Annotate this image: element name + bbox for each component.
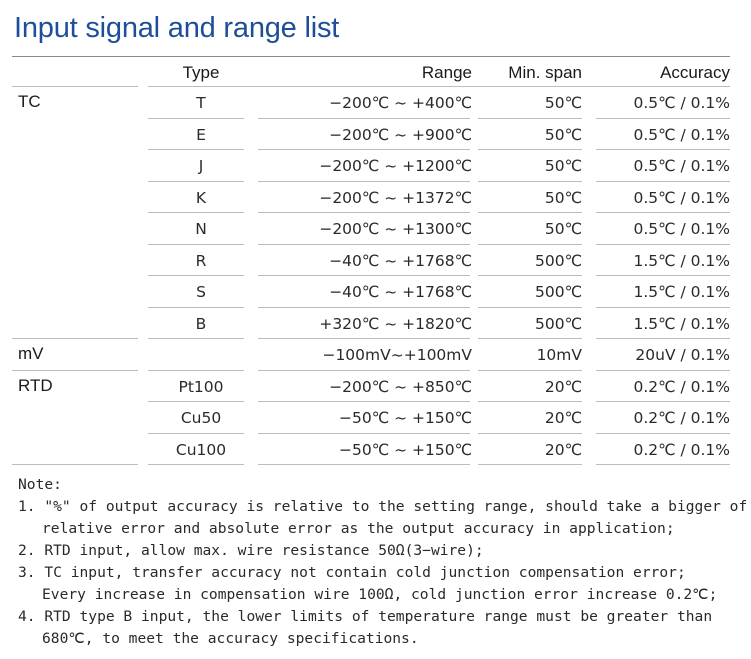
- note-line: relative error and absolute error as the output accuracy in application;: [42, 520, 675, 537]
- group-rule: [12, 370, 138, 371]
- cell-min-span: 50℃: [544, 94, 582, 112]
- cell-range: −200℃ ~ +900℃: [329, 125, 472, 144]
- row-rule: [596, 433, 730, 434]
- cell-accuracy: 0.5℃ / 0.1%: [633, 188, 730, 207]
- row-rule: [148, 149, 244, 150]
- cell-range: −40℃ ~ +1768℃: [329, 251, 472, 270]
- row-rule: [258, 181, 470, 182]
- cell-min-span: 20℃: [544, 409, 582, 427]
- group-rule: [12, 464, 138, 465]
- group-rule: [12, 86, 138, 87]
- cell-accuracy: 0.5℃ / 0.1%: [633, 220, 730, 238]
- header-range: Range: [421, 63, 472, 82]
- cell-range: −50℃ ~ +150℃: [339, 409, 472, 427]
- cell-range: −200℃ ~ +1372℃: [319, 188, 472, 207]
- group-label: mV: [18, 344, 44, 363]
- row-rule: [258, 275, 470, 276]
- cell-min-span: 20℃: [544, 377, 582, 396]
- header-rule: [148, 86, 730, 87]
- group-label: TC: [18, 92, 41, 111]
- row-rule: [148, 244, 244, 245]
- cell-type: T: [196, 94, 206, 112]
- cell-min-span: 500℃: [535, 314, 582, 333]
- row-rule: [596, 338, 730, 339]
- cell-accuracy: 0.2℃ / 0.1%: [633, 377, 730, 396]
- row-rule: [478, 212, 582, 213]
- group-label: RTD: [18, 375, 53, 395]
- row-rule: [258, 244, 470, 245]
- note-line: Every increase in compensation wire 100Ω, cold junction error increase 0.2℃;: [42, 586, 718, 603]
- cell-accuracy: 1.5℃ / 0.1%: [633, 251, 730, 270]
- cell-range: −100mV~+100mV: [322, 346, 472, 364]
- cell-type: Cu50: [180, 409, 222, 427]
- row-rule: [478, 118, 582, 119]
- row-rule: [258, 370, 470, 371]
- row-rule: [478, 433, 582, 434]
- row-rule: [148, 212, 244, 213]
- row-rule: [148, 401, 244, 402]
- cell-range: −40℃ ~ +1768℃: [329, 283, 472, 301]
- cell-accuracy: 0.5℃ / 0.1%: [633, 94, 730, 112]
- row-rule: [596, 370, 730, 371]
- row-rule: [148, 464, 244, 465]
- row-rule: [148, 181, 244, 182]
- title-rule: [12, 56, 730, 57]
- row-rule: [596, 401, 730, 402]
- cell-range: +320℃ ~ +1820℃: [319, 314, 472, 333]
- cell-accuracy: 1.5℃ / 0.1%: [633, 314, 730, 333]
- cell-type: E: [196, 125, 206, 144]
- row-rule: [596, 118, 730, 119]
- row-rule: [258, 118, 470, 119]
- cell-type: K: [195, 188, 207, 207]
- cell-accuracy: 0.2℃ / 0.1%: [633, 440, 730, 459]
- row-rule: [596, 212, 730, 213]
- header-accuracy: Accuracy: [660, 63, 730, 82]
- row-rule: [478, 181, 582, 182]
- row-rule: [596, 244, 730, 245]
- cell-min-span: 50℃: [544, 220, 582, 238]
- cell-accuracy: 0.5℃ / 0.1%: [633, 157, 730, 175]
- row-rule: [596, 275, 730, 276]
- cell-accuracy: 20uV / 0.1%: [635, 346, 730, 364]
- row-rule: [478, 338, 582, 339]
- cell-type: [148, 340, 254, 370]
- row-rule: [148, 433, 244, 434]
- page-title: Input signal and range list: [14, 12, 340, 44]
- row-rule: [478, 244, 582, 245]
- row-rule: [478, 307, 582, 308]
- cell-min-span: 50℃: [544, 157, 582, 175]
- header-min-span: Min. span: [508, 63, 582, 82]
- row-rule: [148, 370, 244, 371]
- row-rule: [148, 275, 244, 276]
- cell-accuracy: 1.5℃ / 0.1%: [633, 283, 730, 301]
- cell-type: R: [195, 251, 207, 270]
- row-rule: [478, 275, 582, 276]
- cell-accuracy: 0.2℃ / 0.1%: [633, 409, 730, 427]
- cell-min-span: 50℃: [544, 188, 582, 207]
- row-rule: [258, 212, 470, 213]
- note-line: 1. "%" of output accuracy is relative to the setting range, should take a bigger of: [18, 498, 748, 515]
- note-line: 3. TC input, transfer accuracy not contain cold junction compensation error;: [18, 564, 686, 581]
- cell-type: N: [195, 220, 207, 238]
- cell-min-span: 500℃: [535, 283, 582, 301]
- row-rule: [596, 149, 730, 150]
- cell-range: −200℃ ~ +1300℃: [319, 220, 472, 238]
- cell-range: −50℃ ~ +150℃: [339, 440, 472, 459]
- cell-min-span: 500℃: [535, 251, 582, 270]
- cell-type: B: [195, 314, 207, 333]
- cell-range: −200℃ ~ +1200℃: [319, 157, 472, 175]
- row-rule: [148, 307, 244, 308]
- row-rule: [596, 181, 730, 182]
- note-line: 680℃, to meet the accuracy specifications.: [42, 630, 419, 647]
- cell-type: J: [198, 157, 204, 175]
- cell-range: −200℃ ~ +850℃: [329, 377, 472, 396]
- cell-type: Pt100: [178, 377, 224, 396]
- cell-accuracy: 0.5℃ / 0.1%: [633, 125, 730, 144]
- row-rule: [258, 338, 470, 339]
- group-rule: [12, 338, 138, 339]
- cell-min-span: 20℃: [544, 440, 582, 459]
- row-rule: [478, 464, 582, 465]
- row-rule: [478, 370, 582, 371]
- note-line: 2. RTD input, allow max. wire resistance 50Ω(3−wire);: [18, 542, 484, 559]
- cell-type: S: [196, 283, 206, 301]
- note-line: 4. RTD type B input, the lower limits of temperature range must be greater than: [18, 608, 713, 625]
- row-rule: [148, 338, 244, 339]
- header-type: Type: [182, 63, 220, 82]
- row-rule: [258, 464, 470, 465]
- row-rule: [258, 307, 470, 308]
- row-rule: [478, 149, 582, 150]
- row-rule: [258, 433, 470, 434]
- cell-range: −200℃ ~ +400℃: [329, 94, 472, 112]
- cell-type: Cu100: [175, 440, 227, 459]
- row-rule: [478, 401, 582, 402]
- cell-min-span: 50℃: [544, 125, 582, 144]
- row-rule: [148, 118, 244, 119]
- row-rule: [258, 149, 470, 150]
- row-rule: [596, 307, 730, 308]
- notes-section: [18, 474, 748, 650]
- notes-heading: Note:: [18, 476, 62, 493]
- row-rule: [258, 401, 470, 402]
- row-rule: [596, 464, 730, 465]
- cell-min-span: 10mV: [536, 346, 582, 364]
